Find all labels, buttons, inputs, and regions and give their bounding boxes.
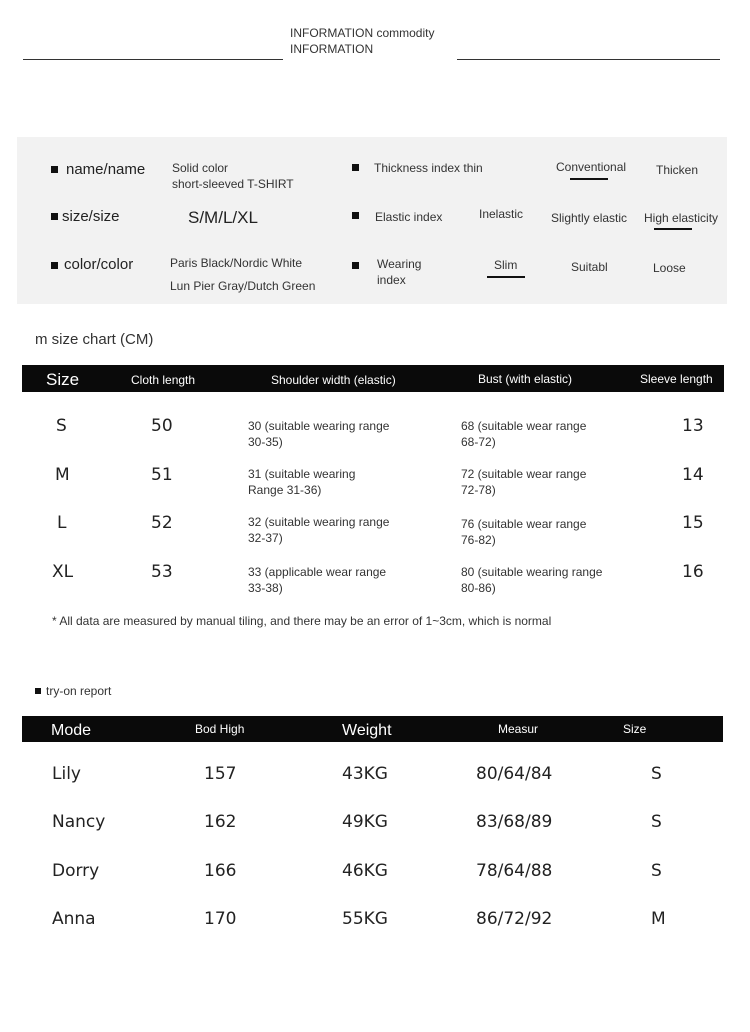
bust-cell-line2: 72-78) (461, 483, 496, 497)
shoulder-cell-line1: 30 (suitable wearing range (248, 419, 390, 433)
model-measure: 83/68/89 (476, 812, 553, 832)
sleeve-cell: 15 (682, 513, 704, 533)
thickness-option-conventional: Conventional (556, 160, 627, 174)
thickness-label: Thickness index thin (374, 161, 483, 175)
model-height: 166 (204, 861, 237, 881)
bust-cell-line2: 68-72) (461, 435, 496, 449)
color-value-line1: Paris Black/Nordic White (170, 256, 303, 270)
header-cloth-length: Cloth length (131, 373, 196, 387)
size-cell: S (56, 416, 67, 436)
name-value-line1: Solid color (172, 161, 229, 175)
model-weight: 49KG (342, 812, 388, 832)
bust-cell-line1: 72 (suitable wear range (461, 467, 587, 481)
model-measure: 80/64/84 (476, 764, 553, 784)
measurement-note: * All data are measured by manual tiling, and there may be an error of 1~3cm, which is normal (52, 614, 552, 628)
shoulder-cell-line1: 31 (suitable wearing (248, 467, 356, 481)
model-name: Anna (52, 909, 96, 929)
shoulder-cell-line2: 32-37) (248, 531, 283, 545)
wearing-label-line1: Wearing (377, 257, 422, 271)
page-title: INFORMATION commodity INFORMATION (290, 26, 435, 56)
bullet-square-icon (352, 262, 359, 269)
header-rule-right (457, 59, 720, 60)
wearing-label-line2: index (377, 273, 406, 287)
sleeve-cell: 13 (682, 416, 704, 436)
model-size: S (651, 764, 662, 784)
model-size: S (651, 861, 662, 881)
size-value: S/M/L/XL (188, 208, 258, 227)
color-label: color/color (64, 256, 134, 273)
size-chart-title: m size chart (CM) (35, 331, 154, 348)
size-cell: XL (52, 562, 74, 582)
model-name: Nancy (52, 812, 106, 832)
shoulder-cell-line2: Range 31-36) (248, 483, 322, 497)
length-cell: 53 (151, 562, 173, 582)
thickness-selected-underline (570, 178, 608, 180)
header-mode: Mode (51, 722, 92, 739)
wearing-option-loose: Loose (653, 261, 686, 275)
bullet-square-icon (352, 212, 359, 219)
shoulder-cell-line1: 33 (applicable wear range (248, 565, 387, 579)
model-size: S (651, 812, 662, 832)
elastic-option-high: High elasticity (644, 211, 719, 225)
sleeve-cell: 14 (682, 465, 704, 485)
size-cell: L (57, 513, 67, 533)
shoulder-cell-line2: 33-38) (248, 581, 283, 595)
bust-cell-line2: 76-82) (461, 533, 496, 547)
color-value-line2: Lun Pier Gray/Dutch Green (170, 279, 316, 293)
bullet-square-icon (51, 213, 58, 220)
size-chart-header (22, 365, 724, 392)
shoulder-cell-line2: 30-35) (248, 435, 283, 449)
elastic-selected-underline (654, 228, 692, 230)
elastic-option-slightly: Slightly elastic (551, 211, 628, 225)
bust-cell-line1: 76 (suitable wear range (461, 517, 587, 531)
model-name: Dorry (52, 861, 100, 881)
thickness-option-thicken: Thicken (656, 163, 699, 177)
tryon-header (22, 716, 723, 742)
header-size: Size (46, 370, 80, 389)
wearing-selected-underline (487, 276, 525, 278)
model-weight: 55KG (342, 909, 388, 929)
model-height: 170 (204, 909, 237, 929)
model-weight: 43KG (342, 764, 388, 784)
header-weight: Weight (342, 722, 392, 739)
model-weight: 46KG (342, 861, 388, 881)
length-cell: 52 (151, 513, 173, 533)
model-size: M (651, 909, 666, 929)
bullet-square-icon (352, 164, 359, 171)
model-measure: 78/64/88 (476, 861, 553, 881)
header-sleeve: Sleeve length (640, 372, 713, 386)
header-shoulder: Shoulder width (elastic) (271, 373, 396, 387)
bust-cell-line1: 80 (suitable wearing range (461, 565, 603, 579)
header-size: Size (623, 722, 647, 736)
bullet-square-icon (35, 688, 41, 694)
bust-cell-line1: 68 (suitable wear range (461, 419, 587, 433)
length-cell: 51 (151, 465, 173, 485)
bullet-square-icon (51, 262, 58, 269)
shoulder-cell-line1: 32 (suitable wearing range (248, 515, 390, 529)
size-label: size/size (62, 208, 120, 225)
header-measure: Measur (498, 722, 539, 736)
tryon-title: try-on report (46, 684, 112, 698)
header-bust: Bust (with elastic) (478, 372, 573, 386)
wearing-option-suitable: Suitabl (571, 260, 608, 274)
model-measure: 86/72/92 (476, 909, 553, 929)
name-label: name/name (66, 161, 146, 178)
model-height: 157 (204, 764, 237, 784)
model-name: Lily (52, 764, 81, 784)
header-height: Bod High (195, 722, 245, 736)
model-height: 162 (204, 812, 237, 832)
sleeve-cell: 16 (682, 562, 704, 582)
length-cell: 50 (151, 416, 173, 436)
size-cell: M (55, 465, 70, 485)
bust-cell-line2: 80-86) (461, 581, 496, 595)
elastic-label: Elastic index (375, 210, 443, 224)
elastic-option-inelastic: Inelastic (479, 207, 524, 221)
header-rule-left (23, 59, 283, 60)
wearing-option-slim: Slim (494, 258, 518, 272)
bullet-square-icon (51, 166, 58, 173)
name-value-line2: short-sleeved T-SHIRT (172, 177, 294, 191)
